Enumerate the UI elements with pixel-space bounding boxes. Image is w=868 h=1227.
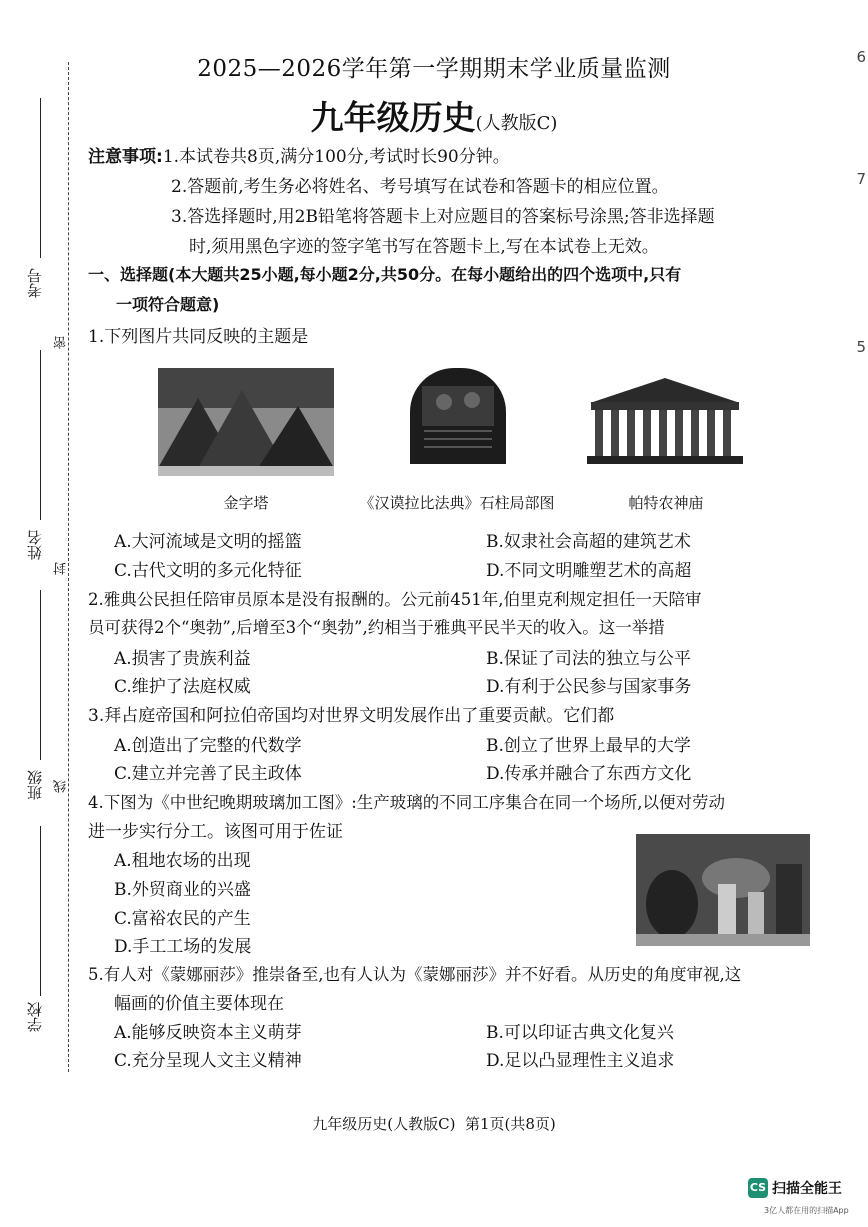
exam-title: 2025—2026学年第一学期期末学业质量监测	[197, 56, 671, 82]
name-label: 姓名	[26, 530, 44, 560]
edge-digit-3: 5	[856, 338, 866, 356]
q5-option-b[interactable]: B.可以印证古典文化复兴	[486, 1023, 674, 1043]
notes-line-1	[88, 142, 510, 167]
camscanner-logo-icon: CS	[748, 1178, 768, 1198]
pyramid-image	[158, 368, 334, 476]
q2-stem-1: 2.雅典公民担任陪审员原本是没有报酬的。公元前451年,伯里克利规定担任一天陪审	[88, 590, 702, 609]
q2-option-d[interactable]: D.有利于公民参与国家事务	[486, 677, 692, 697]
q4-stem-2: 进一步实行分工。该图可用于佐证	[88, 822, 343, 842]
camscanner-slogan: 3亿人都在用的扫描App	[764, 1206, 849, 1215]
edge-digit-2: 7	[856, 170, 866, 188]
q4-stem-1: 4.下图为《中世纪晚期玻璃加工图》:生产玻璃的不同工序集合在同一个场所,以便对劳动	[88, 793, 726, 812]
section1-heading: 一、选择题(本大题共25小题,每小题2分,共50分。在每小题给出的四个选项中,只有	[88, 265, 682, 284]
q4-option-d[interactable]: D.手工工场的发展	[114, 937, 252, 957]
q5-option-a[interactable]: A.能够反映资本主义萌芽	[114, 1023, 302, 1043]
q2-option-b[interactable]: B.保证了司法的独立与公平	[486, 649, 691, 669]
q3-option-c[interactable]: C.建立并完善了民主政体	[114, 764, 302, 784]
q5-stem-2: 幅画的价值主要体现在	[114, 994, 284, 1014]
q3-option-d[interactable]: D.传承并融合了东西方文化	[486, 764, 692, 784]
class-line	[40, 590, 41, 760]
notes-label: 注意事项:	[88, 147, 163, 167]
parthenon-image	[585, 372, 745, 464]
caption-hammurabi: 《汉谟拉比法典》石柱局部图	[359, 494, 555, 512]
q5-option-d[interactable]: D.足以凸显理性主义追求	[486, 1051, 675, 1071]
caption-pyramid: 金字塔	[223, 494, 269, 512]
school-label: 学校	[26, 1002, 44, 1032]
q4-option-b[interactable]: B.外贸商业的兴盛	[114, 880, 251, 900]
exam-no-label: 考号	[26, 268, 44, 298]
school-line	[40, 826, 41, 996]
q1-option-c[interactable]: C.古代文明的多元化特征	[114, 561, 302, 581]
note-1: 1.本试卷共8页,满分100分,考试时长90分钟。	[162, 147, 510, 167]
subject-name: 九年级历史	[310, 98, 476, 137]
q5-stem-1: 5.有人对《蒙娜丽莎》推崇备至,也有人认为《蒙娜丽莎》并不好看。从历史的角度审视,这	[88, 965, 742, 984]
glass-workshop-image	[636, 834, 810, 946]
note-3a: 3.答选择题时,用2B铅笔将答题卡上对应题目的答案标号涂黑;答非选择题	[171, 207, 715, 227]
q4-option-a[interactable]: A.租地农场的出现	[114, 851, 251, 871]
subject-title	[0, 92, 868, 139]
q3-option-b[interactable]: B.创立了世界上最早的大学	[486, 736, 691, 756]
code-of-hammurabi-image	[410, 368, 506, 464]
q3-option-a[interactable]: A.创造出了完整的代数学	[114, 736, 302, 756]
note-3b: 时,须用黑色字迹的签字笔书写在答题卡上,写在本试卷上无效。	[189, 237, 659, 257]
seal-feng: 封	[54, 562, 69, 575]
q1-option-a[interactable]: A.大河流域是文明的摇篮	[114, 532, 302, 552]
page-footer: 九年级历史(人教版C) 第1页(共8页)	[312, 1115, 556, 1133]
subject-edition: (人教版C)	[475, 113, 558, 134]
q5-option-c[interactable]: C.充分呈现人文主义精神	[114, 1051, 302, 1071]
q2-option-c[interactable]: C.维护了法庭权威	[114, 677, 251, 697]
q3-stem: 3.拜占庭帝国和阿拉伯帝国均对世界文明发展作出了重要贡献。它们都	[88, 706, 615, 726]
note-2: 2.答题前,考生务必将姓名、考号填写在试卷和答题卡的相应位置。	[171, 177, 669, 197]
q1-option-b[interactable]: B.奴隶社会高超的建筑艺术	[486, 532, 691, 552]
camscanner-name: 扫描全能王	[772, 1181, 842, 1197]
class-label: 班级	[26, 770, 44, 800]
name-line	[40, 350, 41, 520]
q1-option-d[interactable]: D.不同文明雕塑艺术的高超	[486, 561, 692, 581]
edge-digit-1: 6	[856, 48, 866, 66]
seal-xian: 线	[54, 780, 69, 793]
q4-option-c[interactable]: C.富裕农民的产生	[114, 909, 251, 929]
q2-option-a[interactable]: A.损害了贵族利益	[114, 649, 251, 669]
caption-parthenon: 帕特农神庙	[628, 494, 704, 512]
q1-stem: 1.下列图片共同反映的主题是	[88, 327, 309, 347]
section1-heading-2: 一项符合题意)	[116, 295, 220, 314]
q2-stem-2: 员可获得2个“奥勃”,后增至3个“奥勃”,约相当于雅典平民半天的收入。这一举措	[88, 618, 665, 637]
seal-mi: 密	[54, 336, 69, 349]
